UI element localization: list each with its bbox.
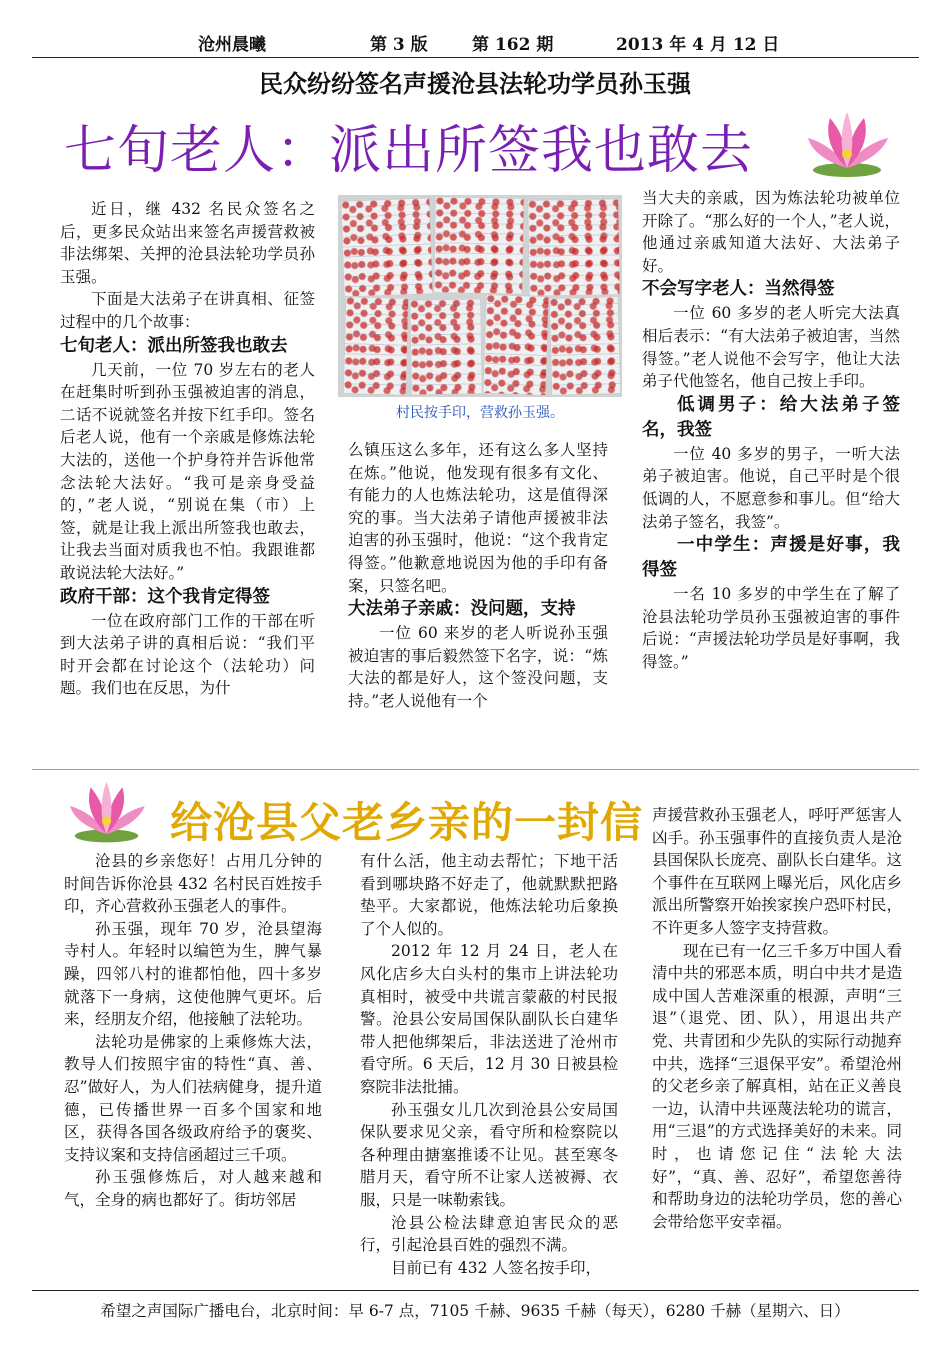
paragraph: 沧县的乡亲您好！占用几分钟的时间告诉你沧县 432 名村民百姓按手印，齐心营救孙玉强老人的事件。 [64, 852, 322, 916]
section-heading: 不会写字老人：当然得签 [642, 279, 835, 300]
article1-subtitle: 民众纷纷签名声援沧县法轮功学员孙玉强 [259, 70, 691, 98]
article1-column-2 [348, 439, 608, 713]
lotus-flower-icon [800, 108, 895, 183]
paragraph: 一位 40 多岁的男子，一听大法弟子被迫害。他说，自己平时是个很低调的人，不愿意参和事儿。但“给大法弟子签名，我签”。 [642, 444, 900, 531]
edition: 第 3 版 [370, 35, 428, 55]
paragraph: 现在已有一亿三千多万中国人看清中共的邪恶本质，明白中共才是造成中国人苦难深重的根源，声明“三退”（退党、团、队），用退出共产党、共青团和少先队的实际行动抛弃中共，选择“三退保平安”。希望沧州的父老乡亲了解真相，站在正义善良一边，认清中共诬蔑法轮功的谎言，用“三退”的方式选择美好的未来。同时，也请您记住“法轮大法好”，“真、善、忍好”，希望您善待和帮助身边的法轮功学员，您的善心会带给您平安幸福。 [652, 941, 902, 1231]
paragraph: 孙玉强修炼后，对人越来越和气，全身的病也都好了。街坊邻居 [64, 1168, 322, 1209]
article1-headline: 七旬老人：派出所签我也敢去 [64, 121, 754, 181]
paragraph: 孙玉强，现年 70 岁，沧县望海寺村人。年轻时以编笆为生，脾气暴躁，四邻八村的谁都怕他，四十多岁就落下一身病，这使他脾气更坏。后来，经朋友介绍，他接触了法轮功。 [64, 919, 322, 1029]
paragraph: 孙玉强女儿几次到沧县公安局国保队要求见父亲，看守所和检察院以各种理由搪塞推诿不让见。甚至寒冬腊月天，看守所不让家人送被褥、衣服，只是一味勒索钱。 [360, 1100, 618, 1209]
article1-column-3 [642, 187, 900, 674]
paragraph: 沧县公检法肆意迫害民众的恶行，引起沧县百姓的强烈不满。 [360, 1213, 618, 1255]
paragraph: 下面是大法弟子在讲真相、征签过程中的几个故事： [60, 290, 315, 331]
section-heading: 大法弟子亲戚：没问题，支持 [348, 599, 576, 620]
paragraph: 一名 10 多岁的中学生在了解了沧县法轮功学员孙玉强被迫害的事件后说：“声援法轮功学员是好事啊，我得签。” [642, 585, 900, 671]
footer-rule [32, 1290, 919, 1291]
footer-broadcast-info: 希望之声国际广播电台，北京时间：早 6-7 点，7105 千赫、9635 千赫（每天），6280 千赫（星期六、日） [100, 1302, 850, 1320]
paragraph: 目前已有 432 人签名按手印， [391, 1258, 601, 1277]
issue-number: 第 162 期 [472, 35, 554, 55]
paragraph: 2012 年 12 月 24 日，老人在风化店乡大白头村的集市上讲法轮功真相时，被受中共谎言蒙蔽的村民报警。沧县公安局国保队副队长白建华带人把他绑架后，非法送进了沧州市看守所。6 天后，12 月 30 日被县检察院非法批捕。 [360, 942, 618, 1096]
fingerprint-petition-photo [338, 195, 622, 397]
paragraph: 当大夫的亲戚，因为炼法轮功被单位开除了。“那么好的一个人，”老人说，他通过亲戚知道大法好、大法弟子好。 [642, 189, 900, 275]
article2-column-1 [64, 850, 322, 1212]
paragraph: 有什么活，他主动去帮忙；下地干活看到哪块路不好走了，他就默默把路垫平。大家都说，他炼法轮功后象换了个人似的。 [360, 852, 618, 938]
issue-date: 2013 年 4 月 12 日 [616, 35, 780, 55]
section-heading: 低调男子：给大法弟子签名，我签 [642, 394, 900, 440]
article2-column-3 [652, 804, 902, 1233]
paper-name: 沧州晨曦 [198, 35, 266, 55]
paragraph: 么镇压这么多年，还有这么多人坚持在炼。”他说，他发现有很多有文化、有能力的人也炼法轮功，这是值得深究的事。当大法弟子请他声援被非法迫害的孙玉强时，他说：“这个我肯定得签。”他歉意地说因为他的手印有备案，只签名吧。 [348, 441, 608, 595]
header-rule [32, 57, 919, 58]
article2-title: 给沧县父老乡亲的一封信 [170, 798, 644, 847]
article2-column-2 [360, 850, 618, 1279]
masthead [0, 30, 950, 56]
paragraph: 几天前，一位 70 岁左右的老人在赶集时听到孙玉强被迫害的消息，二话不说就签名并按下红手印。签名后老人说，他有一个亲戚是修炼法轮大法的，送他一个护身符并告诉他常念法轮大法好。“我可是亲身受益的，”老人说，“别说在集（市）上签，就是让我上派出所签我也敢去，让我去当面对质我也不怕。我跟谁都敢说法轮大法好。” [60, 360, 315, 582]
section-heading: 七旬老人：派出所签我也敢去 [60, 335, 288, 356]
photo-caption: 村民按手印，营救孙玉强。 [396, 405, 564, 421]
section-heading: 政府干部：这个我肯定得签 [60, 586, 270, 607]
paragraph: 一位在政府部门工作的干部在听到大法弟子讲的真相后说：“我们平时开会都在讨论这个（法轮功）问题。我们也在反思，为什 [60, 611, 315, 698]
section-heading: 一中学生：声援是好事，我得签 [642, 535, 900, 581]
paragraph: 近日，继 432 名民众签名之后，更多民众站出来签名声援营救被非法绑架、关押的沧县法轮功学员孙玉强。 [60, 200, 315, 286]
lotus-flower-icon [62, 778, 152, 848]
paragraph: 一位 60 多岁的老人听完大法真相后表示：“有大法弟子被迫害，当然得签。”老人说他不会写字，他让大法弟子代他签名，他自己按上手印。 [642, 304, 900, 391]
paragraph: 一位 60 来岁的老人听说孙玉强被迫害的事后毅然签下名字，说：“炼大法的都是好人，这个签没问题，支持。”老人说他有一个 [348, 624, 608, 710]
paragraph: 声援营救孙玉强老人，呼吁严惩害人凶手。孙玉强事件的直接负责人是沧县国保队长庞亮、副队长白建华。这个事件在互联网上曝光后，风化店乡派出所警察开始挨家挨户恐吓村民，不许更多人签字支持营救。 [652, 806, 902, 937]
paragraph: 法轮功是佛家的上乘修炼大法，教导人们按照宇宙的特性“真、善、忍”做好人，为人们祛病健身，提升道德，已传播世界一百多个国家和地区，获得各国各级政府给予的褒奖、支持议案和支持信函超过三千项。 [64, 1032, 322, 1164]
article1-column-1 [60, 198, 315, 700]
section-divider [32, 769, 919, 770]
